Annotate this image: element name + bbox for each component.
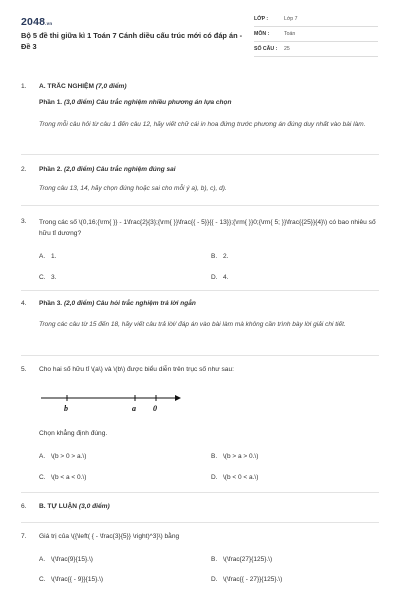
option-label: A. [39,253,46,260]
meta-row-count [254,44,378,57]
question-number-6: 6. [21,503,27,510]
option-label: A. [39,556,46,563]
part-2-instruction: Trong câu 13, 14, hãy chọn đúng hoặc sai cho mỗi ý a), b), c), d). [39,185,227,192]
option-value: 3. [51,274,57,281]
logo-suffix: .vn [45,21,53,26]
mark-zero: 0 [153,404,157,413]
part-1-label: Phần 1. [39,99,63,106]
mark-b: b [64,404,68,413]
question-5-text: Cho hai số hữu tỉ \(a\) và \(b\) được biểu diễn trên trục số như sau: [39,366,234,373]
option-label: C. [39,576,46,583]
q3-option-b[interactable] [211,253,228,262]
option-value: \(b < 0 < a.\) [223,474,259,481]
question-number-7: 7. [21,533,27,540]
option-label: A. [39,453,46,460]
option-label: D. [211,474,218,481]
divider [21,492,379,493]
option-value: \(\frac{{ - 9}}{15}.\) [51,576,104,583]
section-b-title: B. TỰ LUẬN [39,503,78,510]
part-1-desc: (3,0 điểm) Câu trắc nghiệm nhiều phương án lựa chọn [63,99,232,106]
part-3-desc: (2,0 điểm) Câu hỏi trắc nghiệm trả lời ngắn [63,300,196,307]
part-3-label: Phần 3. [39,300,63,307]
divider [21,522,379,523]
meta-value-subject: Toán [284,31,296,37]
part-1-heading [39,99,231,108]
option-label: D. [211,576,218,583]
question-number-1: 1. [21,83,27,90]
q3-option-a[interactable] [39,253,56,262]
section-a-title: A. TRẮC NGHIỆM [39,83,94,90]
part-3-instruction: Trong các câu từ 15 đến 18, hãy viết câu trả lời/ đáp án vào bài làm mà không cần trình bày lời giải chi tiết. [39,321,346,328]
question-3-text: Trong các số \(0,16;{\rm{ }} - 1\frac{2}{3};{\rm{ }}\frac{{ - 5}}{{ - 13}};{\rm{ }}0;{\rm{ 5; }}\frac{{25}}{4}\) có bao nhiêu số hữu tỉ dương? [39,219,376,237]
q7-option-a[interactable] [39,556,93,565]
site-logo[interactable] [21,15,52,29]
option-value: 4. [223,274,229,281]
document-title: Bộ 5 đề thi giữa kì 1 Toán 7 Cánh diều cấu trúc mới có đáp án - Đề 3 [21,31,243,51]
section-a-score: (7,0 điểm) [95,83,127,90]
part-2-label: Phần 2. [39,166,63,173]
number-line [39,392,189,418]
option-value: \(\frac{9}{15}.\) [51,556,93,563]
q5-option-b[interactable] [211,453,258,462]
option-label: B. [211,556,218,563]
option-label: C. [39,274,46,281]
section-b-heading [39,503,379,512]
question-number-4: 4. [21,300,27,307]
meta-row-class [254,14,378,27]
option-value: 1. [51,253,57,260]
q7-option-d[interactable] [211,576,282,585]
option-value: \(\frac{27}{125}.\) [223,556,273,563]
option-label: C. [39,474,46,481]
question-number-2: 2. [21,166,27,173]
q7-option-b[interactable] [211,556,272,565]
divider [21,355,379,356]
q3-option-c[interactable] [39,274,56,283]
q3-option-d[interactable] [211,274,228,283]
part-1-instruction: Trong mỗi câu hỏi từ câu 1 đến câu 12, hãy viết chữ cái in hoa đứng trước phương án đúng duy nhất vào bài làm. [39,121,366,128]
divider [21,290,379,291]
section-a-heading [39,83,379,92]
section-b-score: (3,0 điểm) [78,503,110,510]
meta-label-class: LỚP : [254,16,269,22]
option-label: B. [211,253,218,260]
option-label: B. [211,453,218,460]
meta-value-class: Lớp 7 [284,16,298,22]
mark-a: a [132,404,136,413]
q5-option-a[interactable] [39,453,86,462]
option-label: D. [211,274,218,281]
logo-text: 2048 [21,16,46,28]
number-line-graphic [39,392,189,418]
option-value: \(b > a > 0.\) [223,453,259,460]
question-number-5: 5. [21,366,27,373]
part-3-heading [39,300,196,309]
meta-label-subject: MÔN : [254,31,270,37]
meta-row-subject [254,29,378,42]
option-value: 2. [223,253,229,260]
number-line-arrow [175,395,181,401]
meta-value-count: 25 [284,46,290,52]
question-5-prompt: Chọn khẳng định đúng. [39,430,108,437]
q7-option-c[interactable] [39,576,103,585]
question-number-3: 3. [21,218,27,225]
q5-option-d[interactable] [211,474,258,483]
option-value: \(b < a < 0.\) [51,474,87,481]
divider [21,154,379,155]
divider [21,205,379,206]
question-7-text: Giá trị của \({\left( { - \frac{3}{5}} \right)^3}\) bằng [39,533,180,540]
option-value: \(\frac{{ - 27}}{125}.\) [223,576,283,583]
option-value: \(b > 0 > a.\) [51,453,87,460]
part-2-desc: (2,0 điểm) Câu trắc nghiệm đúng sai [63,166,176,173]
part-2-heading [39,166,176,175]
q5-option-c[interactable] [39,474,86,483]
meta-label-count: SỐ CÂU : [254,46,278,52]
